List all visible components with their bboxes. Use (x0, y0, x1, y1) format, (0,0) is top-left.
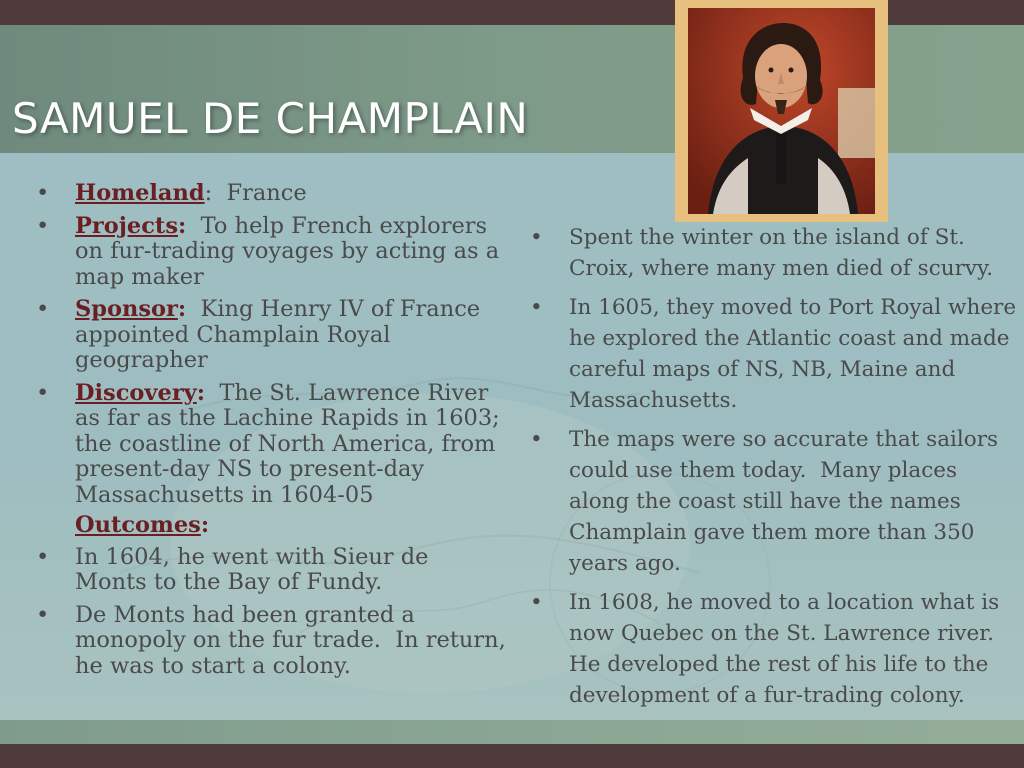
portrait-image (688, 8, 875, 214)
right-item-text: In 1608, he moved to a location what is now Quebec on the St. Lawrence river. He developed the rest of his life to the development of a fur-trading colony. (569, 590, 1008, 708)
outcome-text: In 1604, he went with Sieur de Monts to the Bay of Fundy. (75, 543, 429, 595)
discovery-separator: : (196, 379, 206, 406)
bottom-bar (0, 744, 1024, 768)
slide-title: SAMUEL DE CHAMPLAIN (12, 94, 529, 143)
outcomes-label: Outcomes (75, 512, 201, 538)
sponsor-label: Sponsor (75, 296, 178, 322)
projects-separator: : (178, 212, 187, 239)
list-item-sponsor (36, 297, 506, 374)
right-bullet-list (530, 222, 1020, 719)
list-item-right-4 (530, 587, 1020, 711)
outcomes-separator: : (200, 512, 210, 538)
bullet-icon: • (36, 379, 50, 406)
left-bullet-list (36, 180, 513, 686)
bottom-band (0, 720, 1024, 744)
bullet-icon: • (36, 543, 50, 570)
list-item-right-1 (530, 222, 1020, 284)
homeland-text: France (212, 180, 307, 206)
list-item-projects (36, 214, 506, 291)
list-item-outcomes-heading (36, 513, 506, 539)
list-item-homeland (36, 181, 506, 207)
sponsor-separator: : (177, 296, 187, 322)
list-item-right-2 (530, 292, 1020, 416)
discovery-text: The St. Lawrence River as far as the Lachine Rapids in 1603; the coastline of North America, from present-day NS to present-day Massachusetts in 1604-05 (75, 379, 507, 508)
outcome-text: De Monts had been granted a monopoly on the fur trade. In return, he was to start a colony. (75, 601, 513, 679)
list-item-outcome-1 (36, 545, 506, 596)
bullet-icon: • (530, 427, 543, 452)
list-item-outcome-2 (36, 601, 513, 680)
right-item-text: Spent the winter on the island of St. Croix, where many men died of scurvy. (569, 225, 994, 281)
right-item-text: The maps were so accurate that sailors could use them today. Many places along the coast still have the names Champlain gave them more than 350 years ago. (569, 427, 1005, 576)
bullet-icon: • (36, 180, 50, 206)
sponsor-text: King Henry IV of France appointed Champlain Royal geographer (75, 296, 488, 373)
bullet-icon: • (530, 225, 543, 250)
homeland-separator: : (204, 180, 213, 206)
list-item-right-3 (530, 424, 1020, 579)
projects-label: Projects (75, 212, 178, 239)
bullet-icon: • (530, 590, 543, 615)
bullet-icon: • (36, 212, 50, 239)
bullet-icon: • (36, 296, 50, 322)
discovery-label: Discovery (75, 379, 197, 406)
homeland-label: Homeland (75, 180, 205, 206)
bullet-icon: • (530, 295, 543, 320)
list-item-discovery (36, 381, 506, 509)
portrait-frame (675, 0, 888, 222)
right-item-text: In 1605, they moved to Port Royal where he explored the Atlantic coast and made careful maps of NS, NB, Maine and Massachusetts. (569, 295, 1017, 413)
bullet-icon: • (36, 601, 50, 628)
projects-text: To help French explorers on fur-trading voyages by acting as a map maker (75, 212, 507, 290)
